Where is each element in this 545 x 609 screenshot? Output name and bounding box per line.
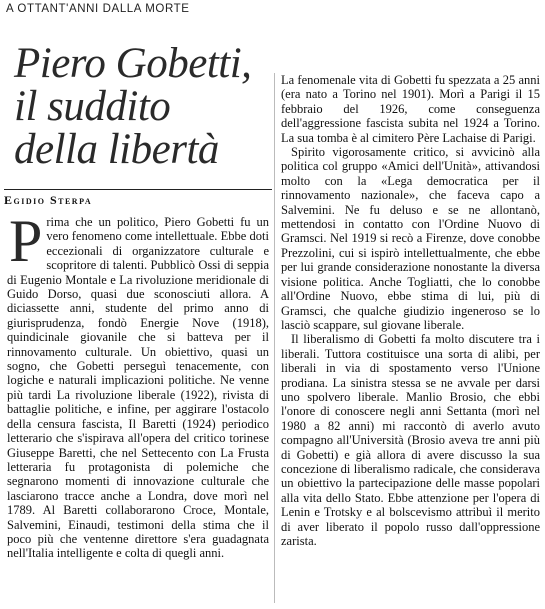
byline: Egidio Sterpa [4, 189, 272, 208]
section-kicker: A OTTANT'ANNI DALLA MORTE [6, 3, 190, 15]
intro-text: rima che un politico, Piero Gobetti fu un vero fenomeno come intellettuale. Ebbe doti eccezionali di organizzatore culturale e scopritore di talenti. Pubblicò Ossi di seppia di Eugenio Montale e La rivoluzione meridionale di Guido Dorso, quasi due sconosciuti allora. A diciassette anni, studente del primo anno di giurisprudenza, fondò Energie Nove (1918), quindicinale giovanile che si batteva per il rinnovamento culturale. Un obiettivo, quasi un sogno, che Gobetti perseguì tenacemente, con logiche e naturali implicazioni politiche. Ne venne più tardi La rivoluzione liberale (1922), rivista di battaglie politiche, e infine, per aggirare l'ostacolo della censura fascista, Il Baretti (1924) periodico letterario che s'ispirava all'opera del critico torinese Giuseppe Baretti, che nel Settecento con La Frusta letteraria fu protagonista di polemiche che segnarono momenti di innovazione culturale che lasciarono tracce anche a Londra, dove morì nel 1789. Al Baretti collaborarono Croce, Montale, Salvemini, Einaudi, testimoni della stima che il poco più che ventenne direttore s'era guadagnata nell'Italia intelligente e colta di quegli anni. [7, 215, 269, 561]
paragraph-liberalism: Il liberalismo di Gobetti fa molto discutere tra i liberali. Tuttora costituisce una sorta di alibi, per liberali in via di spostamento verso l'Unione prodiana. La sinistra stessa se ne avvale per darsi uno spolvero liberale. Manlio Brosio, che ebbi l'onore di conoscere negli anni Settanta (morì nel 1980 a 82 anni) mi raccontò di averlo avuto compagno all'Università (Brosio aveva tre anni più di Gobetti) e già allora di avere discusso la sua concezione di liberalismo radicale, che considerava un obiettivo la partecipazione delle masse popolari alla vita dello Stato. Ebbe attenzione per l'opera di Lenin e Trotsky e al bolscevismo attribuì il merito di aver liberato il popolo russo dall'oppressione zarista. [281, 332, 540, 548]
right-column [281, 73, 540, 605]
headline-line-2: il suddito [14, 83, 171, 130]
drop-cap: P [9, 215, 43, 274]
paragraph-intro [7, 215, 269, 561]
paragraph-death: La fenomenale vita di Gobetti fu spezzata a 25 anni (era nato a Torino nel 1901). Morì a Parigi il 15 febbraio del 1926, come conseguenza dell'aggressione fascista subita nel 1924 a Torino. La sua tomba è al cimitero Père Lachaise di Parigi. [281, 73, 540, 145]
column-divider [274, 73, 275, 603]
headline-line-1: Piero Gobetti, [14, 40, 252, 87]
paragraph-politics: Spirito vigorosamente critico, si avvicinò alla politica col gruppo «Amici dell'Unità», attivandosi molto con la «Lega democratica per il rinnovamento nazionale», che faceva capo a Salvemini. Ne fu deluso e se ne allontanò, mettendosi in contatto con l'Ordine Nuovo di Gramsci. Nel 1919 si recò a Firenze, dove conobbe Prezzolini, cui si ispirò intellettualmente, che ebbe per lui grande considerazione nonostante la diversa visione politica. Anche Togliatti, che lo conobbe all'Ordine Nuovo, ebbe stima di lui, più di Gramsci, che qualche giudizio ingeneroso se lo lasciò scappare, sul giovane liberale. [281, 145, 540, 332]
headline-line-3: della libertà [14, 126, 219, 173]
headline [14, 42, 264, 171]
left-column [7, 215, 269, 607]
